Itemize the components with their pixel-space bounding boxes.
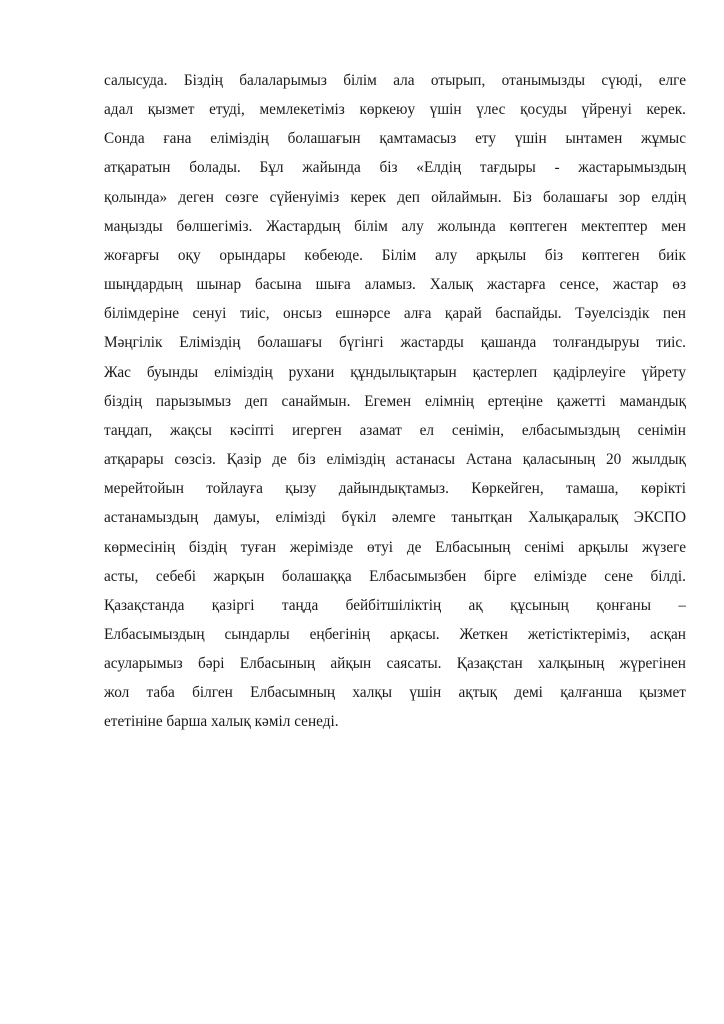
text-line: қолында» деген сөзге сүйенуіміз керек деп ойлаймын. Біз болашағы зор елдің (104, 188, 686, 206)
text-line: жоғарғы оқу орындары көбеюде. Білім алу арқылы біз көптеген биік (104, 246, 686, 264)
text-line: Жас буынды еліміздің рухани құндылықтарын қастерлеп қадірлеуіге үйрету (104, 363, 686, 381)
text-line: салысуда. Біздің балаларымыз білім ала отырып, отанымызды сүюді, елге (104, 72, 686, 89)
text-line: асты, себебі жарқын болашаққа Елбасымызбен бірге елімізде сене білді. (104, 567, 686, 585)
text-line: шыңдардың шынар басына шыға аламыз. Халық жастарға сенсе, жастар өз (104, 276, 686, 294)
text-line: маңызды бөлшегіміз. Жастардың білім алу жолында көптеген мектептер мен (104, 217, 686, 235)
text-line: жол таба білген Елбасымның халқы үшін ақтық демі қалғанша қызмет (104, 684, 686, 702)
text-line: ететініне барша халық кәміл сенеді. (104, 713, 339, 731)
text-line: таңдап, жақсы кәсіпті игерген азамат ел сенімін, елбасымыздың сенімін (104, 421, 686, 439)
text-line: астанамыздың дамуы, елімізді бүкіл әлемге танытқан Халықаралық ЭКСПО (104, 509, 686, 527)
text-line: біздің парызымыз деп санаймын. Егемен елімнің ертеңіне қажетті мамандық (104, 392, 686, 410)
text-line: Мәңгілік Еліміздің болашағы бүгінгі жастарды қашанда толғандыруы тиіс. (104, 334, 686, 352)
text-line: Сонда ғана еліміздің болашағын қамтамасыз ету үшін ынтамен жұмыс (104, 130, 686, 148)
body-text (104, 66, 686, 737)
text-line: Қазақстанда қазіргі таңда бейбітшіліктің ақ құсының қонғаны – (104, 596, 686, 614)
text-line: асуларымыз бәрі Елбасының айқын саясаты. Қазақстан халқының жүрегінен (104, 655, 686, 673)
text-line: атқаратын болады. Бұл жайында біз «Елдің тағдыры - жастарымыздың (104, 159, 686, 177)
text-line: көрмесінің біздің туған жерімізде өтуі де Елбасының сенімі арқылы жүзеге (104, 538, 686, 556)
text-line: адал қызмет етуді, мемлекетіміз көркеюу үшін үлес қосуды үйренуі керек. (104, 101, 686, 119)
text-line: атқарары сөзсіз. Қазір де біз еліміздің астанасы Астана қаласының 20 жылдық (104, 451, 686, 469)
text-line: мерейтойын тойлауға қызу дайындықтамыз. Көркейген, тамаша, көрікті (104, 480, 686, 498)
text-line: білімдеріне сенуі тиіс, онсыз ешнәрсе алға қарай баспайды. Тәуелсіздік пен (104, 305, 686, 323)
text-line: Елбасымыздың сындарлы еңбегінің арқасы. Жеткен жетістіктеріміз, асқан (104, 625, 686, 643)
